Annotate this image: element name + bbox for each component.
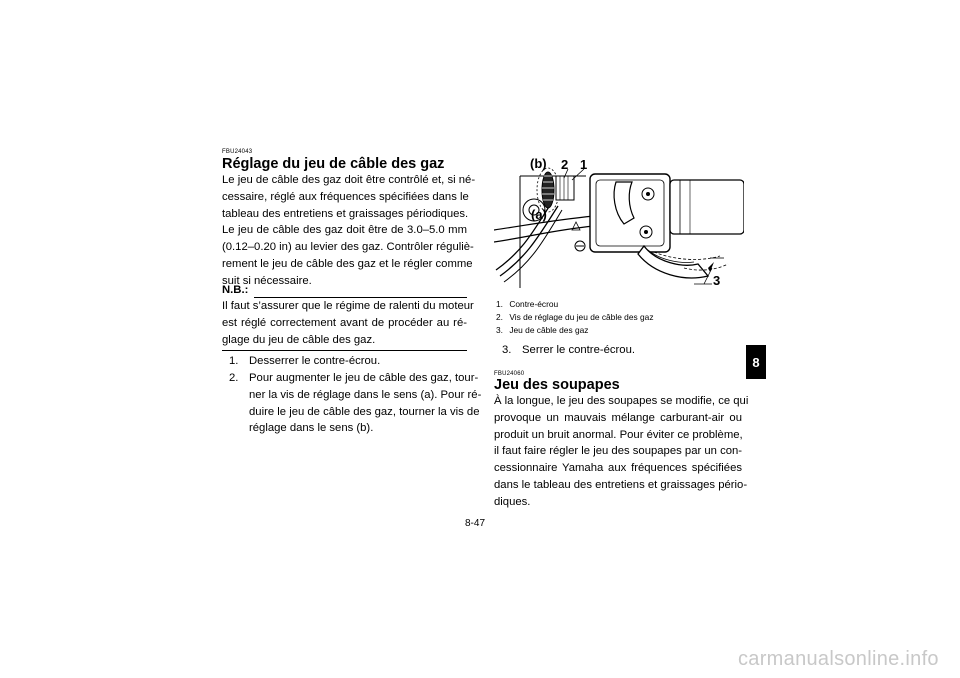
step-text: Serrer le contre-écrou. xyxy=(522,344,636,356)
text-line: cessaire, réglé aux fréquences spécifiées dans le xyxy=(222,190,469,203)
text-line: (0.12–0.20 in) au levier des gaz. Contrôler réguliè- xyxy=(222,241,474,254)
step-text: ner la vis de réglage dans le sens (a). Pour ré- xyxy=(249,388,482,401)
step-2 xyxy=(229,370,482,438)
paragraph-throttle-intro xyxy=(222,172,476,290)
section-code: FBU24060 xyxy=(494,371,525,377)
label-part-2: 2 xyxy=(561,157,569,172)
note-text xyxy=(222,298,474,348)
step-number: 2. xyxy=(229,372,239,384)
page-number: 8-47 xyxy=(465,518,486,529)
label-part-1: 1 xyxy=(580,157,588,172)
step-1 xyxy=(229,353,469,370)
step-text: réglage dans le sens (b). xyxy=(249,422,374,435)
text-line: À la longue, le jeu des soupapes se modifie, ce qui xyxy=(494,395,749,407)
step-number: 1. xyxy=(229,355,239,367)
text-line: Il faut s’assurer que le régime de ralenti du moteur xyxy=(222,300,474,312)
caption-item: 3. Jeu de câble des gaz xyxy=(496,325,589,335)
throttle-lever-illustration xyxy=(494,150,744,298)
section-title: Réglage du jeu de câble des gaz xyxy=(222,156,445,172)
label-direction-b: (b) xyxy=(530,156,547,171)
text-line: rement le jeu de câble des gaz et le régler comme xyxy=(222,257,473,270)
label-part-3: 3 xyxy=(713,273,721,288)
text-line: est réglé correctement avant de procéder au ré- xyxy=(222,316,467,329)
text-line: Le jeu de câble des gaz doit être de 3.0–5.0 mm xyxy=(222,224,467,237)
note-rule-bottom xyxy=(222,350,467,351)
text-line: cessionnaire Yamaha aux fréquences spécifiées xyxy=(494,462,742,475)
text-line: il faut faire régler le jeu des soupapes par un con- xyxy=(494,445,743,458)
caption-item: 2. Vis de réglage du jeu de câble des gaz xyxy=(496,312,654,322)
section-title: Jeu des soupapes xyxy=(494,377,620,393)
step-text: Desserrer le contre-écrou. xyxy=(249,355,381,367)
caption-item: 1. Contre-écrou xyxy=(496,299,559,309)
throttle-figure xyxy=(494,150,744,298)
figure-captions xyxy=(496,298,746,337)
text-line: tableau des entretiens et graissages périodiques. xyxy=(222,207,469,220)
paragraph-valve-clearance xyxy=(494,393,749,511)
section-code: FBU24043 xyxy=(222,149,253,155)
chapter-tab: 8 xyxy=(746,345,766,379)
text-line: glage du jeu de câble des gaz. xyxy=(222,333,376,346)
text-line: diques. xyxy=(494,495,531,508)
step-text: Pour augmenter le jeu de câble des gaz, tour- xyxy=(249,372,479,384)
step-3 xyxy=(502,342,742,359)
watermark: carmanualsonline.info xyxy=(738,648,939,670)
text-line: suit si nécessaire. xyxy=(222,274,312,287)
step-number: 3. xyxy=(502,344,512,356)
text-line: produit un bruit anormal. Pour éviter ce problème, xyxy=(494,428,743,441)
text-line: provoque un mauvais mélange carburant-air ou xyxy=(494,411,742,424)
text-line: Le jeu de câble des gaz doit être contrôlé et, si né- xyxy=(222,174,476,186)
text-line: dans le tableau des entretiens et graissages pério- xyxy=(494,478,748,491)
note-label: N.B.: xyxy=(222,284,249,296)
label-direction-a: (a) xyxy=(531,207,547,222)
step-text: duire le jeu de câble des gaz, tourner la vis de xyxy=(249,405,480,418)
